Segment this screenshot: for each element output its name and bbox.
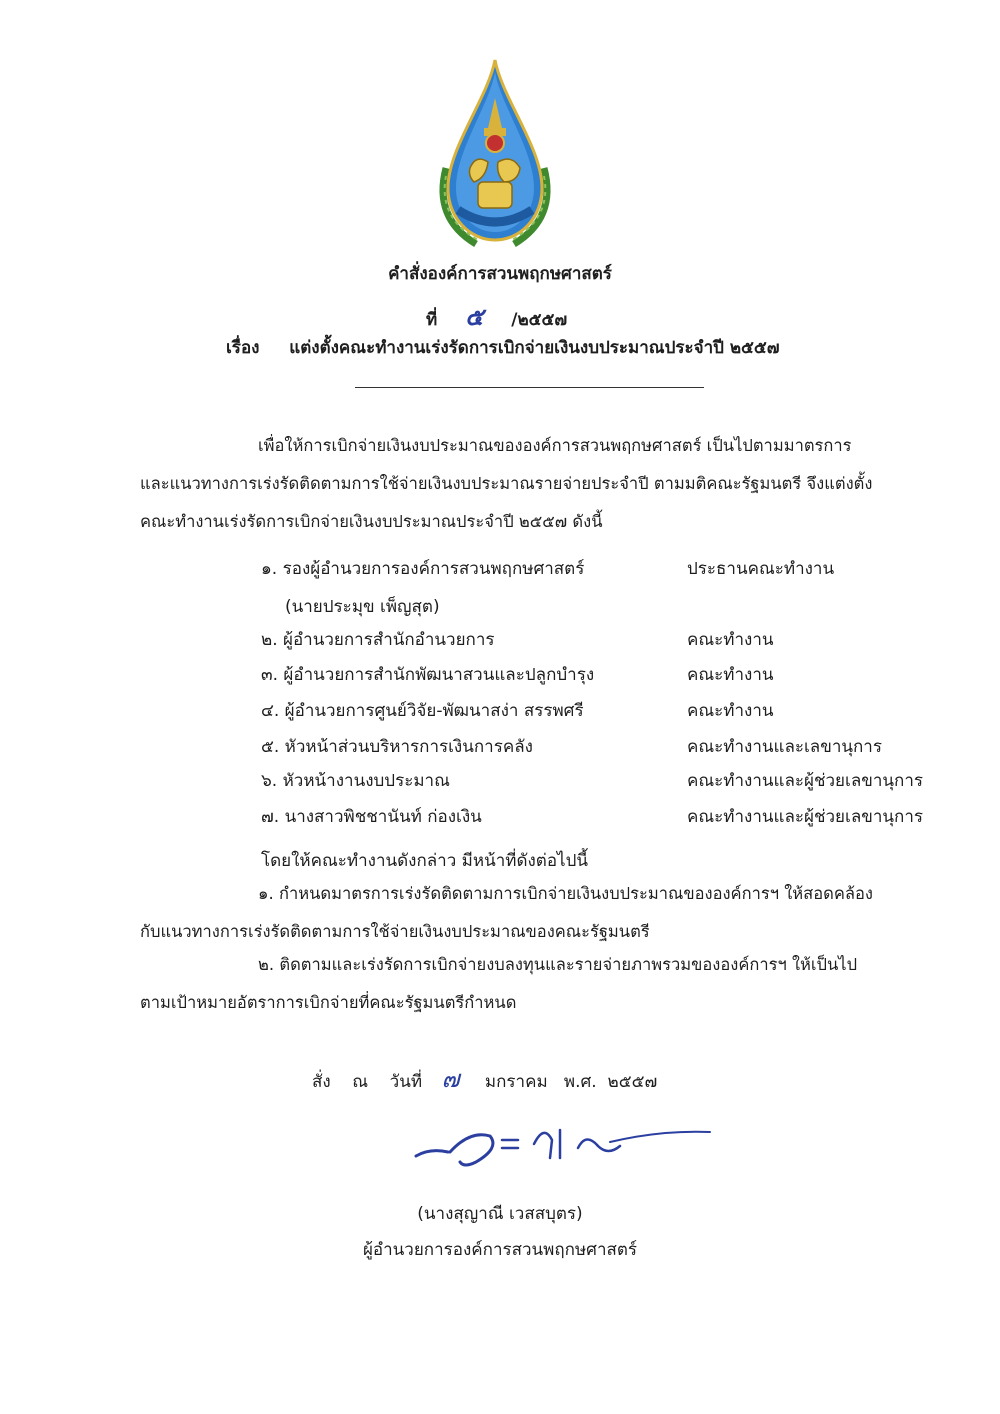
signatory-position: ผู้อำนวยการองค์การสวนพฤกษศาสตร์	[362, 1240, 638, 1260]
subject-line	[226, 334, 780, 361]
order-number-suffix: /๒๕๕๗	[511, 310, 568, 330]
order-number-prefix: ที่	[426, 310, 438, 330]
document-title: คำสั่งองค์การสวนพฤกษศาสตร์	[388, 264, 612, 284]
order-date-day-handwritten: ๗	[441, 1065, 460, 1093]
member-role: คณะทำงานและผู้ช่วยเลขานุการ	[687, 807, 923, 827]
order-date	[312, 1059, 657, 1098]
duty-line: กับแนวทางการเร่งรัดติดตามการใช้จ่ายเงินงบประมาณของคณะรัฐมนตรี	[140, 922, 650, 941]
divider	[355, 387, 704, 388]
duty-line: ๒. ติดตามและเร่งรัดการเบิกจ่ายงบลงทุนและรายจ่ายภาพรวมขององค์การฯ ให้เป็นไป	[258, 955, 858, 974]
member-name: ๕. หัวหน้าส่วนบริหารการเงินการคลัง	[261, 737, 533, 757]
subject-text: แต่งตั้งคณะทำงานเร่งรัดการเบิกจ่ายเงินงบประมาณประจำปี ๒๕๕๗	[289, 338, 780, 358]
order-date-suffix: มกราคม พ.ศ. ๒๕๕๗	[484, 1072, 658, 1092]
member-name: ๒. ผู้อำนวยการสำนักอำนวยการ	[261, 630, 495, 650]
duty-2	[140, 946, 885, 1022]
subject-label: เรื่อง	[226, 338, 260, 358]
member-role: คณะทำงาน	[687, 630, 774, 650]
member-role: คณะทำงาน	[687, 665, 774, 685]
duty-1	[140, 875, 885, 951]
member-role: ประธานคณะทำงาน	[687, 559, 835, 579]
intro-paragraph	[140, 427, 885, 541]
member-role: คณะทำงานและเลขานุการ	[687, 737, 882, 757]
organization-logo	[428, 58, 562, 258]
member-role: คณะทำงาน	[687, 701, 774, 721]
intro-line: คณะทำงานเร่งรัดการเบิกจ่ายเงินงบประมาณประจำปี ๒๕๕๗ ดังนี้	[140, 512, 603, 531]
member-role: คณะทำงานและผู้ช่วยเลขานุการ	[687, 771, 923, 791]
order-number-handwritten: ๕	[465, 303, 484, 331]
duty-line: ตามเป้าหมายอัตราการเบิกจ่ายที่คณะรัฐมนตรีกำหนด	[140, 993, 517, 1012]
member-name: ๔. ผู้อำนวยการศูนย์วิจัย-พัฒนาสง่า สรรพศรี	[261, 701, 584, 721]
intro-line: และแนวทางการเร่งรัดติดตามการใช้จ่ายเงินงบประมาณรายจ่ายประจำปี ตามมติคณะรัฐมนตรี จึงแต่งตั้ง	[140, 474, 873, 493]
signatory-name: (นางสุญาณี เวสสบุตร)	[417, 1204, 583, 1224]
signature	[410, 1118, 720, 1183]
member-name: ๑. รองผู้อำนวยการองค์การสวนพฤกษศาสตร์	[261, 559, 585, 579]
duty-line: ๑. กำหนดมาตรการเร่งรัดติดตามการเบิกจ่ายเงินงบประมาณขององค์การฯ ให้สอดคล้อง	[258, 884, 873, 903]
order-number	[426, 297, 567, 336]
order-date-prefix: สั่ง ณ วันที่	[312, 1072, 423, 1092]
member-name: (นายประมุข เพ็ญสุต)	[285, 597, 440, 617]
member-name: ๖. หัวหน้างานงบประมาณ	[261, 771, 450, 791]
duties-intro: โดยให้คณะทำงานดังกล่าว มีหน้าที่ดังต่อไปนี้	[261, 851, 589, 871]
member-name: ๗. นางสาวพิชชานันท์ ก่องเงิน	[261, 807, 482, 827]
member-name: ๓. ผู้อำนวยการสำนักพัฒนาสวนและปลูกบำรุง	[261, 665, 595, 685]
intro-line: เพื่อให้การเบิกจ่ายเงินงบประมาณขององค์การสวนพฤกษศาสตร์ เป็นไปตามมาตรการ	[258, 436, 852, 455]
